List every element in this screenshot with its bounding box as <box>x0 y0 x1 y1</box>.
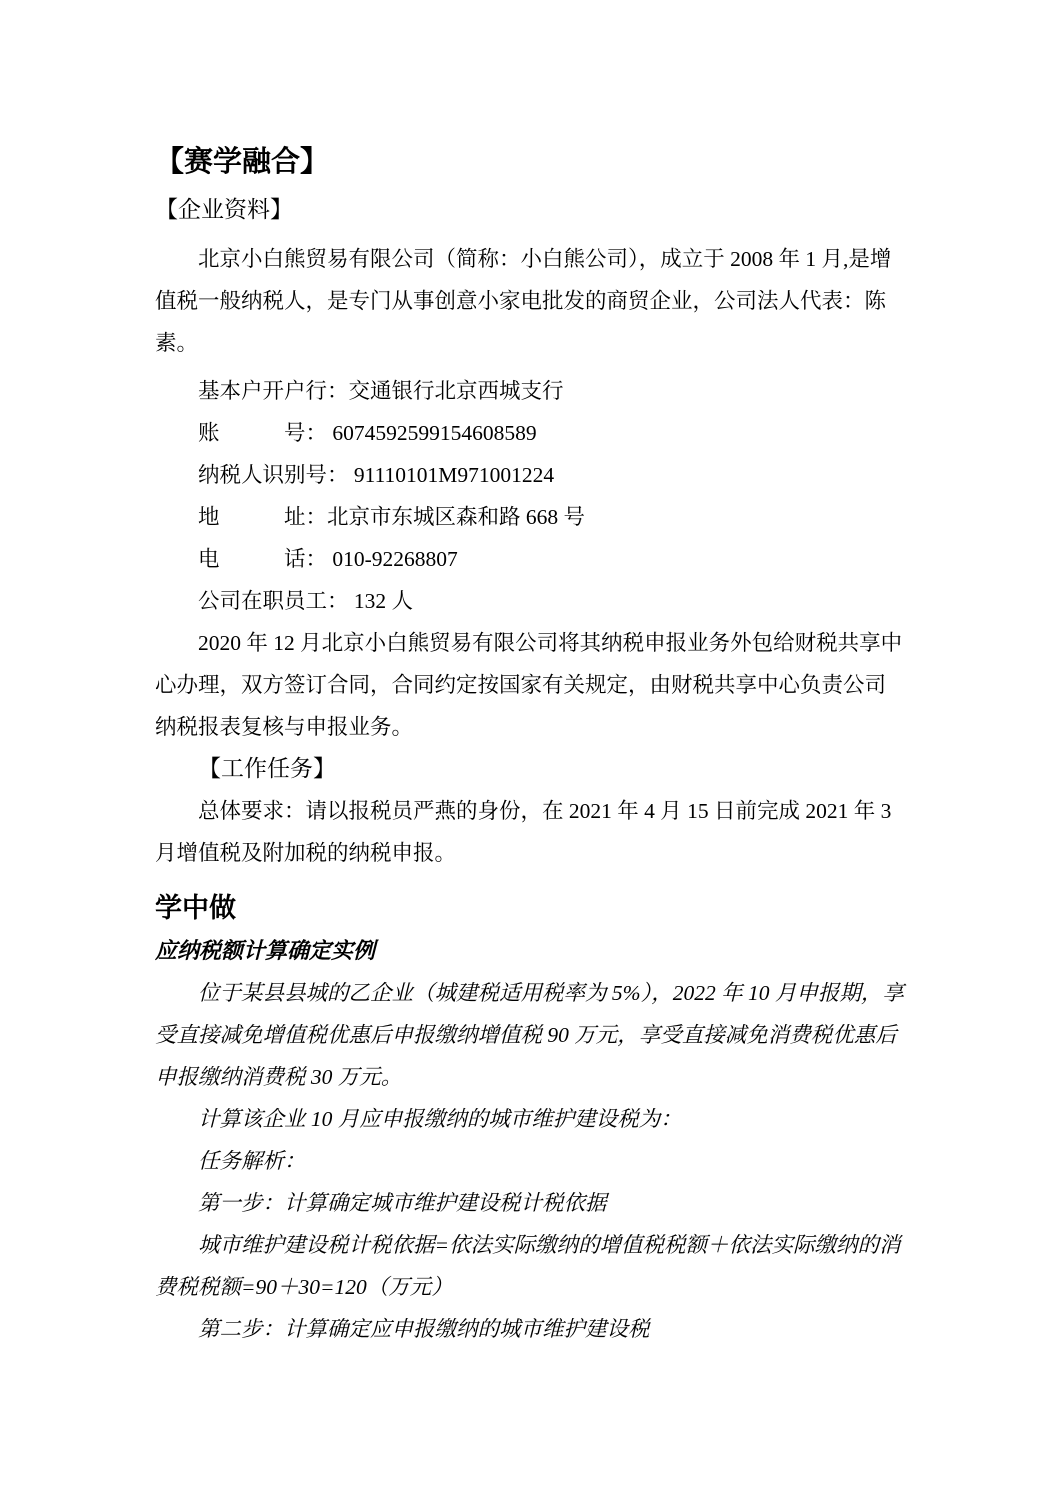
text-line: 心办理，双方签订合同，合同约定按国家有关规定，由财税共享中心负责公司 <box>155 673 887 697</box>
text-line: 受直接减免增值税优惠后申报缴纳增值税 90 万元，享受直接减免消费税优惠后 <box>155 1023 897 1047</box>
text-line: 纳税报表复核与申报业务。 <box>155 715 414 739</box>
text-line: 值税一般纳税人，是专门从事创意小家电批发的商贸企业，公司法人代表：陈 <box>155 289 887 313</box>
info-line-address: 地 址：北京市东城区森和路 668 号 <box>198 505 586 529</box>
text-line: 2020 年 12 月北京小白熊贸易有限公司将其纳税申报业务外包给财税共享中 <box>198 631 903 655</box>
text-line: 申报缴纳消费税 30 万元。 <box>155 1065 403 1089</box>
paragraph-calc-request <box>155 1098 917 1140</box>
paragraph-step2 <box>155 1308 917 1350</box>
paragraph-step1-formula <box>155 1224 917 1308</box>
paragraph-company-intro <box>155 238 917 364</box>
paragraph-outsourcing <box>155 622 917 748</box>
info-line-taxpayer-id: 纳税人识别号： 91110101M971001224 <box>198 463 555 487</box>
heading-example-case: 应纳税额计算确定实例 <box>155 938 376 963</box>
text-line: 费税税额=90＋30=120（万元） <box>155 1275 453 1299</box>
heading-xuezhongzuo: 学中做 <box>155 893 236 923</box>
text-line: 素。 <box>155 331 199 355</box>
text-line: 城市维护建设税计税依据=依法实际缴纳的增值税税额＋依法实际缴纳的消 <box>198 1233 901 1257</box>
text-line: 任务解析： <box>198 1149 306 1173</box>
text-line: 月增值税及附加税的纳税申报。 <box>155 841 457 865</box>
info-line-employees: 公司在职员工： 132 人 <box>198 589 414 613</box>
info-line-account-number: 账 号： 6074592599154608589 <box>198 421 537 445</box>
heading-gongzuo-renwu: 【工作任务】 <box>198 756 336 781</box>
info-line-phone: 电 话： 010-92268807 <box>198 547 458 571</box>
paragraph-step1 <box>155 1182 917 1224</box>
text-line: 总体要求：请以报税员严燕的身份，在 2021 年 4 月 15 日前完成 2021 年 3 <box>198 799 892 823</box>
text-line: 北京小白熊贸易有限公司（简称：小白熊公司），成立于 2008 年 1 月,是增 <box>198 247 892 271</box>
info-line-bank: 基本户开户行：交通银行北京西城支行 <box>198 379 564 403</box>
company-info-list <box>155 370 917 622</box>
heading-qiye-ziliao: 【企业资料】 <box>155 197 293 222</box>
text-line: 位于某县县城的乙企业（城建税适用税率为 5%），2022 年 10 月申报期，享 <box>198 981 904 1005</box>
paragraph-example-case <box>155 972 917 1098</box>
text-line: 第二步：计算确定应申报缴纳的城市维护建设税 <box>198 1317 650 1341</box>
paragraph-task-requirement <box>155 790 917 874</box>
text-line: 第一步：计算确定城市维护建设税计税依据 <box>198 1191 607 1215</box>
paragraph-analysis-label <box>155 1140 917 1182</box>
heading-saixue-ronghe: 【赛学融合】 <box>155 146 330 178</box>
text-line: 计算该企业 10 月应申报缴纳的城市维护建设税为： <box>198 1107 682 1131</box>
document-content <box>155 140 917 1350</box>
